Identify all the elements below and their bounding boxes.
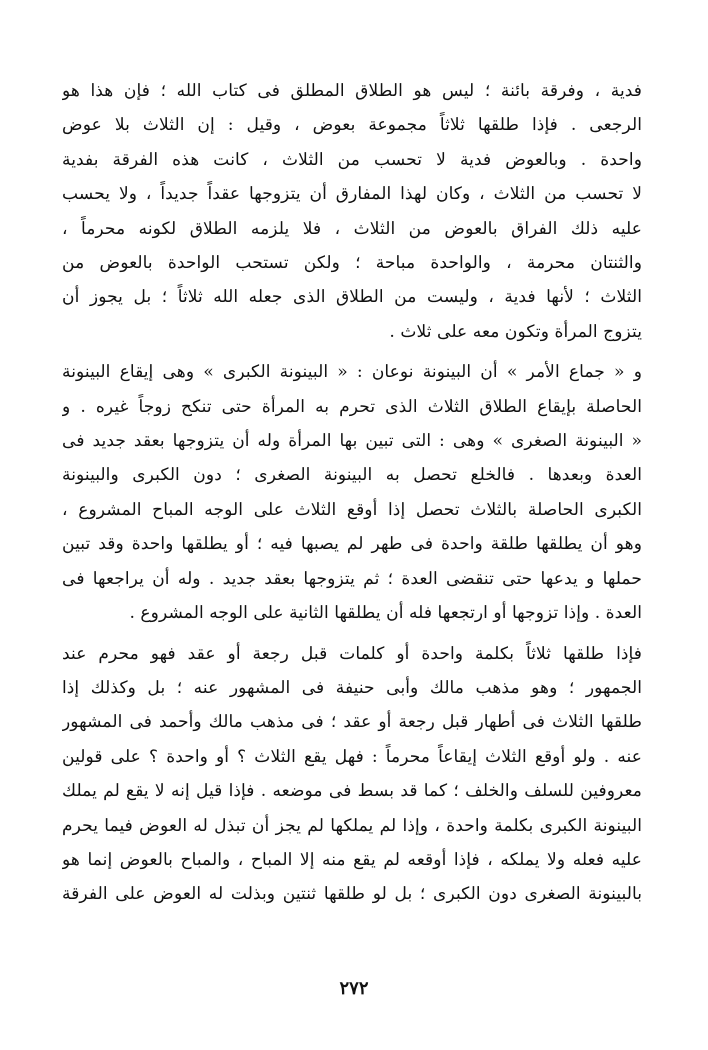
text-line: عليه ذلك الفراق بالعوض من الثلاث ، فلا يلزمه الطلاق لكونه محرماً ، xyxy=(62,218,642,239)
text-line: العدة . وإذا تزوجها أو ارتجعها فله أن يطلقها الثانية على الوجه المشروع . xyxy=(129,603,642,624)
page-number: ٢٧٢ xyxy=(339,978,369,999)
page-text-body xyxy=(62,74,642,912)
text-line: و « جماع الأمر » أن البينونة نوعان : « البينونة الكبرى » وهى إيقاع البينونة xyxy=(62,362,642,383)
text-line: عنه . ولو أوقع الثلاث إيقاعاً محرماً : فهل يقع الثلاث ؟ أو واحدة ؟ على قولين xyxy=(62,746,642,767)
text-line: فإذا طلقها ثلاثاً بكلمة واحدة أو كلمات قبل رجعة أو عقد فهو محرم عند xyxy=(62,643,642,664)
text-line: طلقها الثلاث فى أطهار قبل رجعة أو عقد ؛ فى مذهب مالك وأحمد فى المشهور xyxy=(62,712,642,733)
text-line: العدة وبعدها . فالخلع تحصل به البينونة الصغرى ؛ دون الكبرى والبينونة xyxy=(62,465,642,486)
text-line: الثلاث ؛ لأنها فدية ، وليست من الطلاق الذى جعله الله ثلاثاً ؛ بل يجوز أن xyxy=(62,287,642,308)
text-line: « البينونة الصغرى » وهى : التى تبين بها المرأة وله أن يتزوجها بعقد جديد فى xyxy=(62,431,642,452)
text-line: والثنتان محرمة ، والواحدة مباحة ؛ ولكن تستحب الواحدة بالعوض من xyxy=(62,253,642,274)
text-line: الجمهور ؛ وهو مذهب مالك وأبى حنيفة فى المشهور عنه ؛ بل وكذلك إذا xyxy=(62,677,642,698)
text-line: واحدة . وبالعوض فدية لا تحسب من الثلاث ، كانت هذه الفرقة بفدية xyxy=(62,149,642,170)
text-line: لا تحسب من الثلاث ، وكان لهذا المفارق أن يتزوجها عقداً جديداً ، ولا يحسب xyxy=(62,184,642,205)
text-line: حملها و يدعها حتى تنقضى العدة ؛ ثم يتزوجها بعقد جديد . وله أن يراجعها فى xyxy=(62,568,642,589)
paragraph-3 xyxy=(62,637,642,912)
paragraph-1 xyxy=(62,74,642,349)
text-line: الرجعى . فإذا طلقها ثلاثاً مجموعة بعوض ، وقيل : إن الثلاث بلا عوض xyxy=(62,115,642,136)
text-line: عليه فعله ولا يملكه ، فإذا أوقعه لم يقع منه إلا المباح ، والمباح بالعوض إنما هو xyxy=(62,849,642,870)
text-line: الكبرى الحاصلة بالثلاث تحصل إذا أوقع الثلاث على الوجه المباح المشروع ، xyxy=(62,499,642,520)
paragraph-2 xyxy=(62,355,642,630)
text-line: فدية ، وفرقة بائنة ؛ ليس هو الطلاق المطلق فى كتاب الله ؛ فإن هذا هو xyxy=(62,81,642,101)
text-line: بالبينونة الصغرى دون الكبرى ؛ بل لو طلقها ثنتين وبذلت له العوض على الفرقة xyxy=(62,884,642,905)
text-line: الحاصلة بإيقاع الطلاق الثلاث الذى تحرم به المرأة حتى تنكح زوجاً غيره . و xyxy=(62,396,642,417)
text-line: معروفين للسلف والخلف ؛ كما قد بسط فى موضعه . فإذا قيل إنه لا يقع لم يملك xyxy=(62,781,642,802)
text-line: يتزوج المرأة وتكون معه على ثلاث . xyxy=(389,321,642,342)
text-line: البينونة الكبرى بكلمة واحدة ، وإذا لم يملكها لم يجز أن تبذل له العوض فيما يحرم xyxy=(62,815,642,836)
text-line: وهو أن يطلقها طلقة واحدة فى طهر لم يصبها فيه ؛ أو يطلقها واحدة وقد تبين xyxy=(62,534,642,555)
